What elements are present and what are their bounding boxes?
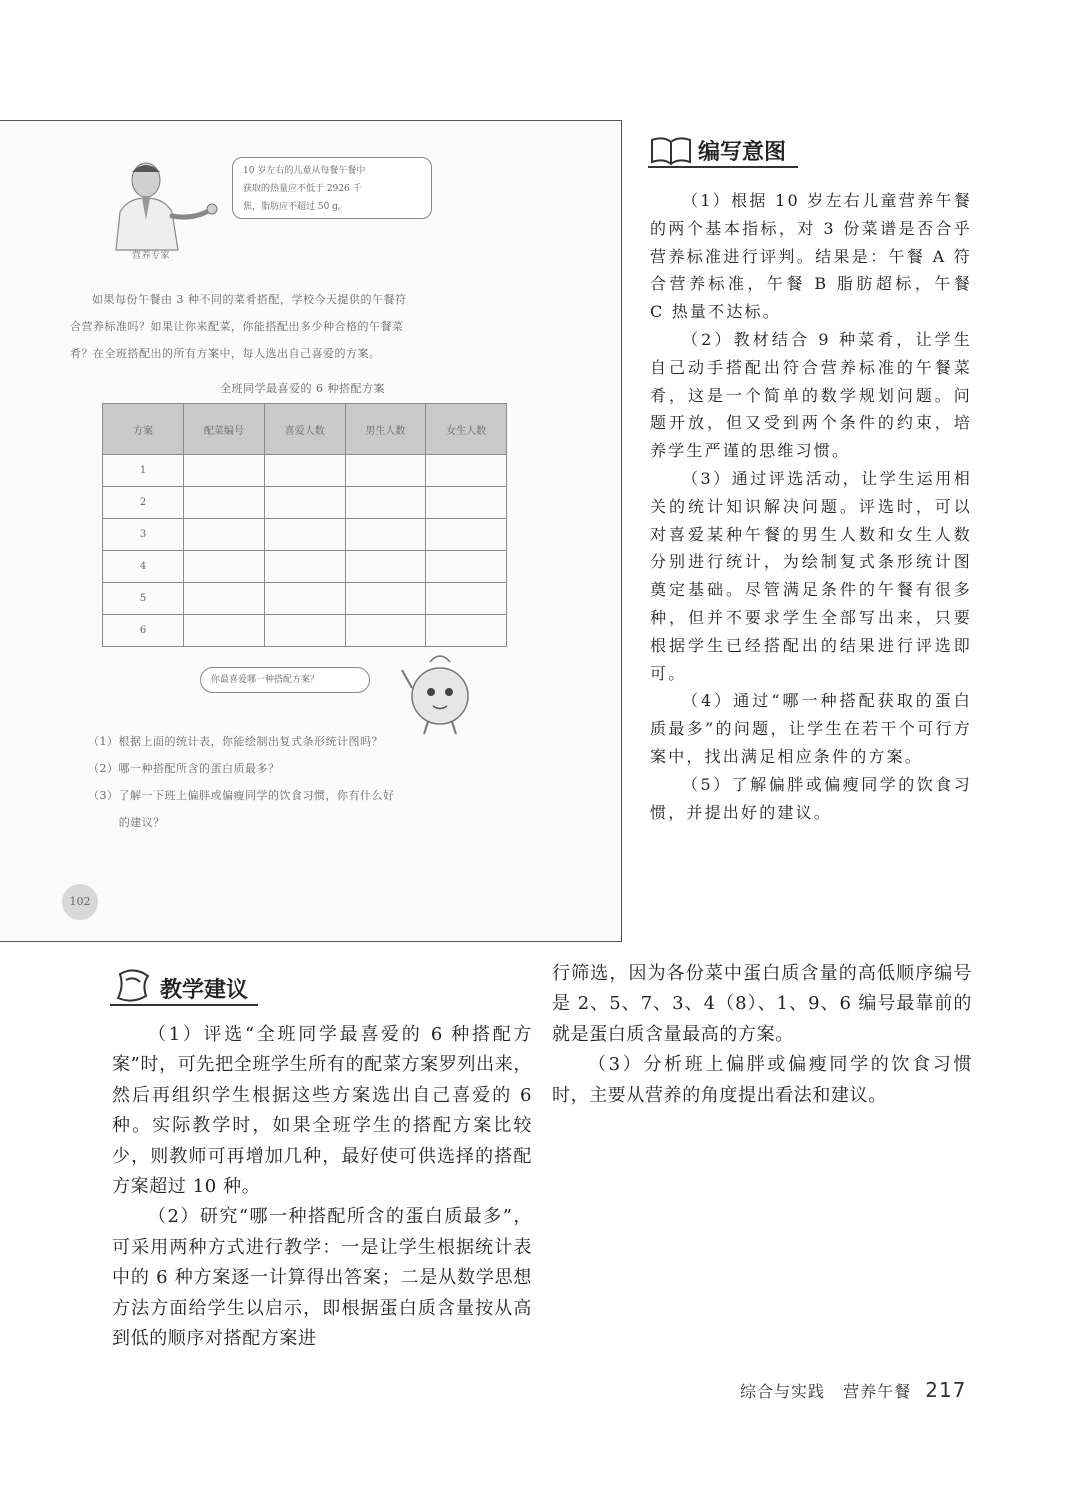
expert-bubble-line: 获取的热量应不低于 2926 千 — [243, 184, 362, 194]
question-line: （3）了解一下班上偏胖或偏瘦同学的饮食习惯，你有什么好 — [88, 789, 395, 802]
expert-bubble-line: 焦，脂肪应不超过 50 g。 — [243, 202, 347, 212]
table-header: 女生人数 — [426, 404, 507, 455]
question-line: （2）哪一种搭配所含的蛋白质最多？ — [88, 762, 280, 775]
table-header: 男生人数 — [345, 404, 426, 455]
table-header: 方案 — [103, 404, 184, 455]
question-line: 的建议？ — [118, 816, 165, 829]
intent-paragraph: （4）通过“哪一种搭配获取的蛋白质最多”的问题，让学生在若干个可行方案中，找出满足相应条件的方案。 — [650, 691, 972, 766]
table-row: 3 — [103, 519, 507, 551]
advice-right-column — [552, 959, 972, 1111]
intro-line: 如果每份午餐由 3 种不同的菜肴搭配，学校今天提供的午餐符 — [92, 293, 407, 306]
mascot-speech-bubble: 你最喜爱哪一种搭配方案？ — [200, 667, 370, 693]
textbook-page-number: 102 — [62, 884, 98, 920]
table-row: 5 — [103, 583, 507, 615]
advice-paragraph: （2）研究“哪一种搭配所含的蛋白质最多”，可采用两种方式进行教学：一是让学生根据统计表中的 6 种方案逐一计算得出答案；二是从数学思想方法方面给学生以启示，即根据蛋白质含量按从高到低的顺序对搭配方案进 — [112, 1206, 532, 1350]
section-title-underline — [110, 1004, 258, 1006]
advice-left-column — [112, 1020, 532, 1354]
page-number: 217 — [925, 1378, 967, 1402]
section-title-underline — [648, 166, 798, 168]
table-header: 配菜编号 — [184, 404, 265, 455]
question-line: （1）根据上面的统计表，你能绘制出复式条形统计图吗？ — [88, 735, 383, 748]
intro-line: 肴？在全班搭配出的所有方案中，每人选出自己喜爱的方案。 — [70, 347, 381, 360]
advice-paragraph: （1）评选“全班同学最喜爱的 6 种搭配方案”时，可先把全班学生所有的配菜方案罗列出来，然后再组织学生根据这些方案选出自己喜爱的 6 种。实际教学时，如果全班学生的搭配方案比较少，则教师可再增加几种，最好使可供选择的搭配方案超过 10 种。 — [112, 1024, 532, 1198]
textbook-questions — [88, 728, 548, 836]
intro-line: 合营养标准吗？如果让你来配菜，你能搭配出多少种合格的午餐菜 — [70, 320, 404, 333]
textbook-intro — [70, 286, 550, 367]
expert-caption: 营养专家 — [132, 251, 171, 261]
expert-speech-bubble — [232, 157, 432, 219]
mascot-illustration — [400, 648, 480, 738]
footer-topic: 营养午餐 — [843, 1382, 912, 1401]
table-row: 2 — [103, 487, 507, 519]
table-header: 喜爱人数 — [264, 404, 345, 455]
table-row: 1 — [103, 455, 507, 487]
intent-paragraph: （5）了解偏胖或偏瘦同学的饮食习惯，并提出好的建议。 — [650, 774, 972, 822]
advice-paragraph: （3）分析班上偏胖或偏瘦同学的饮食习惯时，主要从营养的角度提出看法和建议。 — [552, 1054, 972, 1106]
table-title: 全班同学最喜爱的 6 种搭配方案 — [220, 382, 385, 395]
advice-continuation: 行筛选，因为各份菜中蛋白质含量的高低顺序编号是 2、5、7、3、4（8）、1、9、6 编号最靠前的就是蛋白质含量最高的方案。 — [552, 963, 972, 1045]
section-title-intent: 编写意图 — [698, 140, 787, 165]
section-title-advice: 教学建议 — [160, 978, 249, 1003]
teaching-advice-icon — [112, 968, 156, 1006]
expert-bubble-line: 10 岁左右的儿童从每餐午餐中 — [243, 166, 366, 176]
intent-paragraph: （1）根据 10 岁左右儿童营养午餐的两个基本指标，对 3 份菜谱是否合乎营养标准进行评判。结果是：午餐 A 符合营养标准，午餐 B 脂肪超标，午餐 C 热量不达标。 — [650, 191, 972, 322]
table-row: 6 — [103, 615, 507, 647]
footer-section: 综合与实践 — [740, 1382, 826, 1401]
table-row: 4 — [103, 551, 507, 583]
book-icon — [648, 134, 694, 166]
page-footer — [740, 1378, 966, 1402]
favorite-plans-table — [102, 403, 507, 647]
intent-paragraph: （3）通过评选活动，让学生运用相关的统计知识解决问题。评选时，可以对喜爱某种午餐的男生人数和女生人数分别进行统计，为绘制复式条形统计图奠定基础。尽管满足条件的午餐有很多种，但并不要求学生全部写出来，只要根据学生已经搭配出的结果进行评选即可。 — [650, 468, 972, 683]
intent-text — [650, 187, 972, 826]
intent-paragraph: （2）教材结合 9 种菜肴，让学生自己动手搭配出符合营养标准的午餐菜肴，这是一个简单的数学规划问题。问题开放，但又受到两个条件的约束，培养学生严谨的思维习惯。 — [650, 329, 972, 461]
